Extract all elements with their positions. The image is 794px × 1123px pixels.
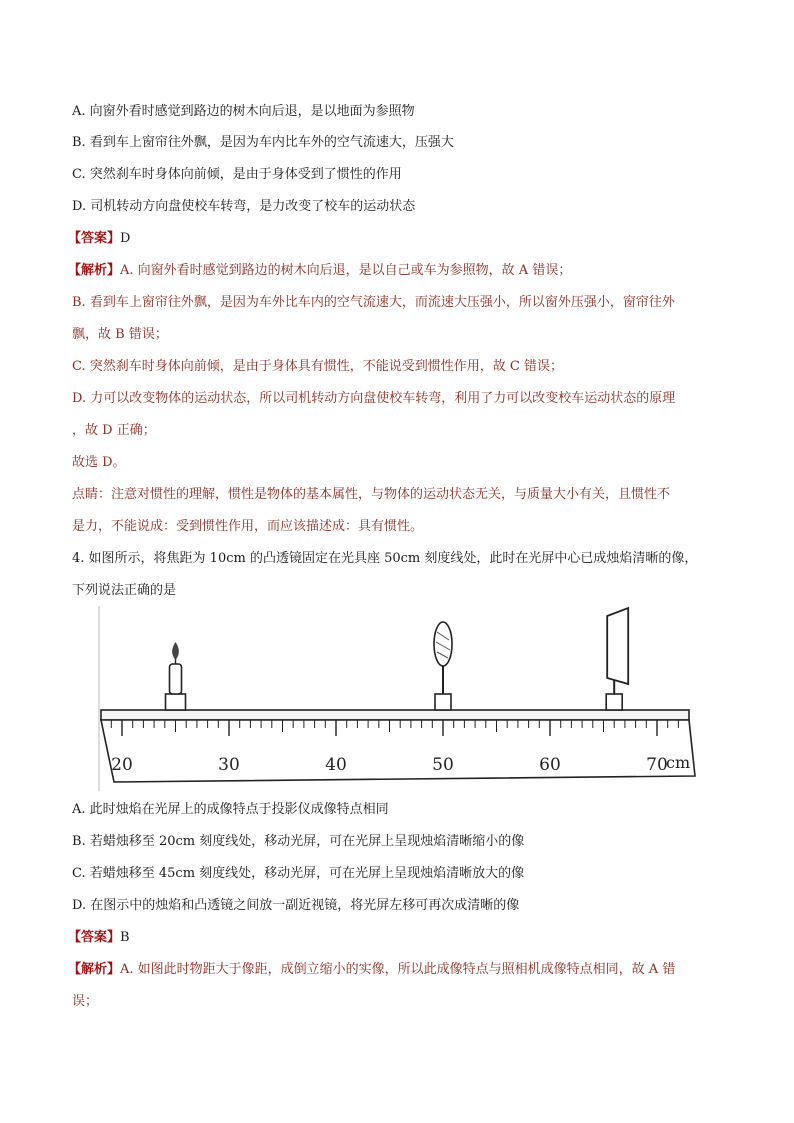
q4-analysis-line2: 误； [72, 994, 99, 1009]
q3-option-a: A. 向窗外看时感觉到路边的树木向后退，是以地面为参照物 [72, 104, 415, 119]
q4-analysis-text: A. 如图此时物距大于像距，成倒立缩小的实像，所以此成像特点与照相机成像特点相同，故 A 错 [120, 962, 676, 977]
q3-analysis-c: C. 突然刹车时身体向前倾，是由于身体具有惯性，不能说受到惯性作用，故 C 错误； [72, 359, 563, 374]
q4-stem-line1: 4. 如图所示，将焦距为 10cm 的凸透镜固定在光具座 50cm 刻度线处，此时在光屏中心已成烛焰清晰的像， [72, 551, 698, 566]
q4-option-d: D. 在图示中的烛焰和凸透镜之间放一副近视镜，将光屏左移可再次成清晰的像 [72, 898, 520, 913]
convex-lens [434, 622, 452, 710]
q4-option-b: B. 若蜡烛移至 20cm 刻度线处，移动光屏，可在光屏上呈现烛焰清晰缩小的像 [72, 834, 525, 849]
q4-option-c: C. 若蜡烛移至 45cm 刻度线处，移动光屏，可在光屏上呈现烛焰清晰放大的像 [72, 866, 525, 881]
q3-option-b: B. 看到车上窗帘往外飘，是因为车内比车外的空气流速大，压强大 [72, 135, 454, 150]
scale-label: 30 [218, 755, 240, 775]
optical-bench-figure [98, 606, 698, 794]
rail-body [101, 720, 695, 782]
candle-flame [172, 642, 179, 660]
q4-option-a: A. 此时烛焰在光屏上的成像特点于投影仪成像特点相同 [72, 802, 389, 817]
q4-answer-line [68, 930, 130, 946]
candle [166, 642, 186, 710]
rail-top [101, 710, 689, 720]
q4-answer-tag: 【答案】 [68, 930, 121, 945]
candle-body [170, 664, 182, 694]
lens-glass [434, 622, 452, 666]
analysis-tag: 【解析】 [68, 263, 121, 278]
answer-tag: 【答案】 [68, 231, 121, 246]
scale-unit: cm [666, 753, 691, 772]
q3-analysis-a [68, 263, 571, 279]
q3-note-line2: 是力，不能说成：受到惯性作用，而应该描述成：具有惯性。 [72, 519, 424, 534]
answer-value: D [120, 231, 131, 246]
scale-label: 70 [646, 755, 668, 775]
candle-holder [166, 694, 186, 710]
q3-option-c: C. 突然刹车时身体向前倾，是由于身体受到了惯性的作用 [72, 167, 402, 182]
q4-answer-value: B [120, 930, 130, 945]
q3-note-line1: 点睛：注意对惯性的理解，惯性是物体的基本属性，与物体的运动状态无关，与质量大小有关，且惯性不 [72, 487, 671, 502]
q4-analysis-tag: 【解析】 [68, 962, 121, 977]
scale-label: 40 [325, 755, 347, 775]
optical-bench-svg [98, 606, 698, 794]
analysis-a-text: A. 向窗外看时感觉到路边的树木向后退，是以自己或车为参照物，故 A 错误； [120, 263, 572, 278]
q3-option-d: D. 司机转动方向盘使校车转弯，是力改变了校车的运动状态 [72, 199, 416, 214]
q3-choose: 故选 D。 [72, 455, 126, 470]
light-screen [606, 608, 628, 710]
lens-holder [435, 694, 451, 710]
screen-panel [607, 608, 628, 684]
q3-analysis-d-line2: ，故 D 正确； [72, 423, 156, 438]
q4-stem-line2: 下列说法正确的是 [72, 583, 177, 598]
scale-label: 60 [539, 755, 561, 775]
q3-analysis-b-line1: B. 看到车上窗帘往外飘，是因为车外比车内的空气流速大，而流速大压强小，所以窗外压强小，窗帘往外 [72, 295, 675, 310]
scale-label: 50 [432, 755, 454, 775]
q4-analysis-line1 [68, 962, 675, 978]
q3-analysis-b-line2: 飘，故 B 错误； [72, 327, 168, 342]
screen-holder [606, 694, 622, 710]
q3-answer-line [68, 231, 130, 247]
scale-label: 20 [111, 755, 133, 775]
q3-analysis-d-line1: D. 力可以改变物体的运动状态，所以司机转动方向盘使校车转弯，利用了力可以改变校车运动状态的原理 [72, 391, 676, 406]
